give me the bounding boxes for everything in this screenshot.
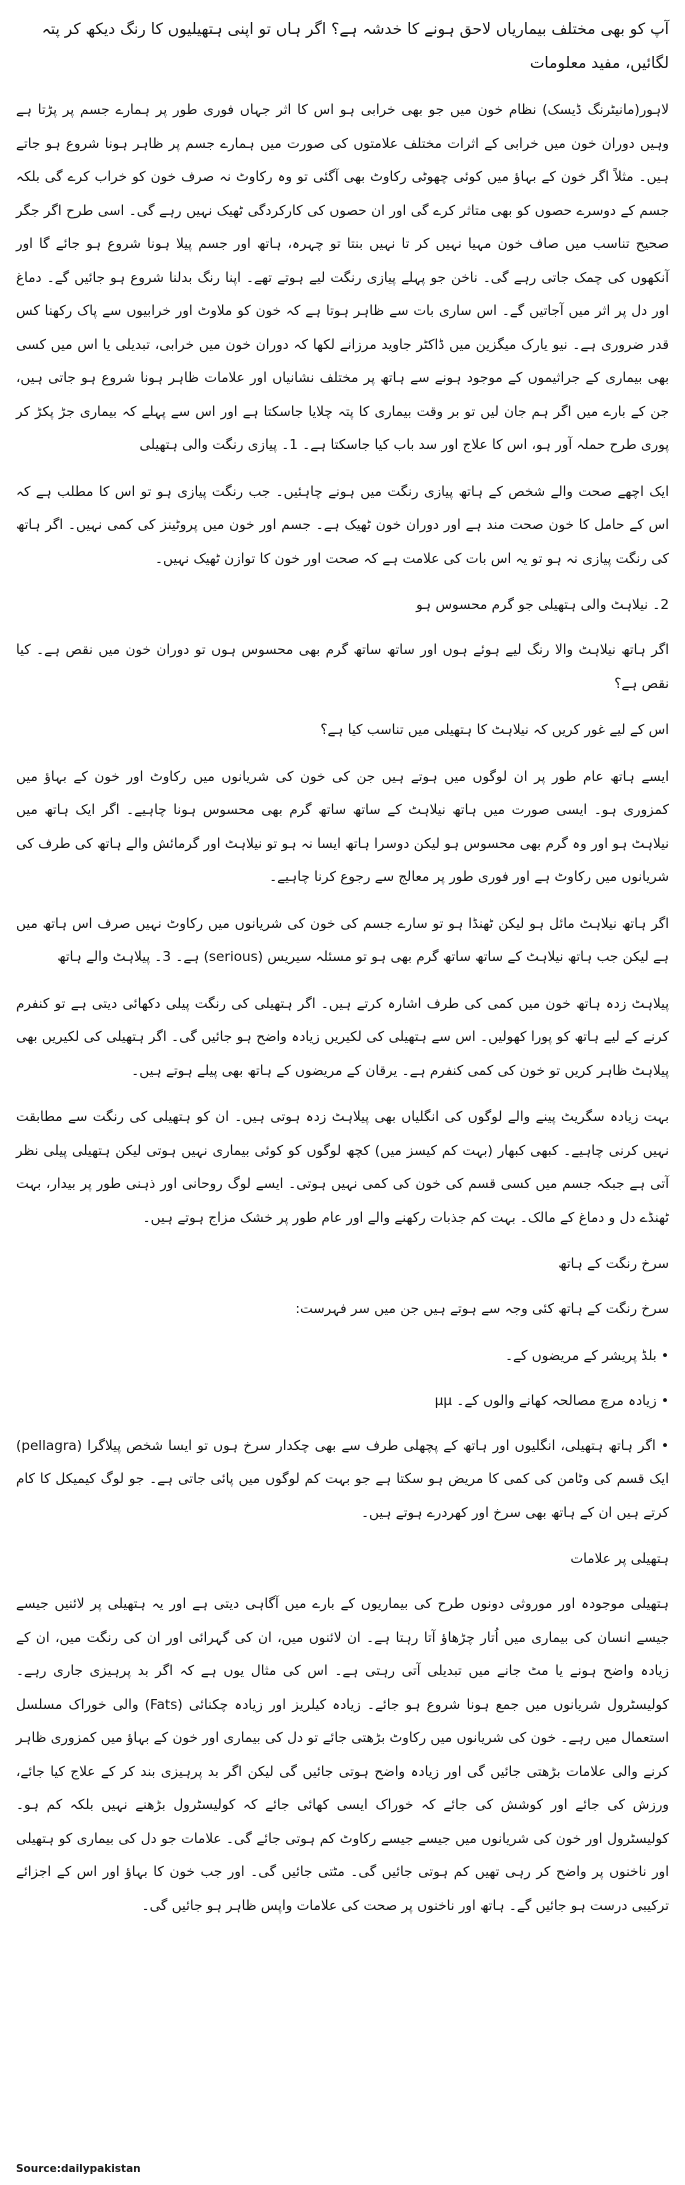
red-palm-intro: سرخ رنگت کے ہاتھ کئی وجہ سے ہوتے ہیں جن میں سر فہرست: — [295, 1301, 669, 1317]
bullet-spicy-food-text: • زیادہ مرچ مصالحہ کھانے والوں کے۔ — [456, 1392, 669, 1409]
bluish-ratio-question: اس کے لیے غور کریں کہ نیلاہٹ کا ہتھیلی میں تناسب کیا ہے؟ — [320, 722, 669, 738]
section-heading-bluish-palm: 2۔ نیلاہٹ والی ہتھیلی جو گرم محسوس ہو — [416, 597, 669, 613]
bullet-blood-pressure: • بلڈ پریشر کے مریضوں کے۔ — [505, 1347, 669, 1364]
article-title: آپ کو بھی مختلف بیماریاں لاحق ہونے کا خدشہ ہے؟ اگر ہاں تو اپنی ہتھیلیوں کا رنگ دیکھ کر پتہ لگائیں، مفید معلومات — [41, 20, 669, 72]
bluish-cold-palm-paragraph: اگر ہاتھ نیلاہٹ مائل ہو لیکن ٹھنڈا ہو تو سارے جسم کی خون کی شریانوں میں رکاوٹ نہیں صرف اس ہاتھ میں ہے لیکن جب ہاتھ نیلاہٹ کے ساتھ ساتھ گرم بھی ہو تو مسئلہ سیریس (serious) ہے۔ 3۔ پیلاہٹ والے ہاتھ — [16, 915, 669, 965]
source-credit: Source:dailypakistan — [16, 2163, 141, 2175]
smokers-palm-paragraph: بہت زیادہ سگریٹ پینے والے لوگوں کی انگلیاں بھی پیلاہٹ زدہ ہوتی ہیں۔ ان کو ہتھیلی کی رنگت سے مطابقت نہیں کرنی چاہیے۔ کبھی کبھار (بہت کم کیسز میں) کچھ لوگوں کو کوئی بیماری نہیں ہوتی لیکن ہتھیلی پیلی نظر آتی ہے جبکہ جسم میں کسی قسم کی خون کی کمی نہیں ہوتی۔ ایسے لوگ روحانی اور ذہنی طور پر بیدار، بہت ٹھنڈے دل و دماغ کے مالک۔ بہت کم جذبات رکھنے والے اور عام طور پر خشک مزاج ہوتے ہیں۔ — [16, 1109, 669, 1226]
bluish-palm-paragraph: اگر ہاتھ نیلاہٹ والا رنگ لیے ہوئے ہوں اور ساتھ ساتھ گرم بھی محسوس ہوں تو دوران خون میں نقص ہے۔ کیا نقص ہے؟ — [16, 642, 669, 692]
yellow-palm-paragraph: پیلاہٹ زدہ ہاتھ خون میں کمی کی طرف اشارہ کرتے ہیں۔ اگر ہتھیلی کی رنگت پیلی دکھائی دیتی ہے تو کنفرم کرنے کے لیے ہاتھ کو پورا کھولیں۔ اس سے ہتھیلی کی لکیریں زیادہ واضح ہو جائیں گی۔ اگر ہتھیلی کی لکیریں بھی پیلاہٹ ظاہر کریں تو خون کی کمی کنفرم ہے۔ یرقان کے مریضوں کے ہاتھ بھی پیلے ہوتے ہیں۔ — [16, 995, 669, 1079]
bluish-palm-detail-paragraph: ایسے ہاتھ عام طور پر ان لوگوں میں ہوتے ہیں جن کی خون کی شریانوں میں رکاوٹ اور خون کے بہاؤ میں کمزوری ہو۔ ایسی صورت میں ہاتھ نیلاہٹ کے ساتھ ساتھ گرم بھی محسوس ہونا چاہیے۔ اگر ایک ہاتھ میں نیلاہٹ ہو اور وہ گرم بھی محسوس ہو لیکن دوسرا ہاتھ ایسا نہ ہو تو نیلاہٹ اور گرمائش والے ہاتھ کی طرف کی شریانوں میں رکاوٹ ہے اور فوری طور پر معالج سے رجوع کرنا چاہیے۔ — [16, 768, 669, 885]
intro-paragraph: لاہور(مانیٹرنگ ڈیسک) نظام خون میں جو بھی خرابی ہو اس کا اثر جہاں فوری طور پر ہمارے جسم پر پڑتا ہے وہیں دوران خون میں خرابی کے اثرات مختلف علامتوں کی صورت میں ہمارے جسم پر ظاہر ہونا شروع ہو جاتے ہیں۔ مثلاً اگر خون کے بہاؤ میں کوئی چھوٹی رکاوٹ بھی آگئی تو وہ رکاوٹ نہ صرف خون کو خراب کرے گی بلکہ جسم کے دوسرے حصوں کو بھی متاثر کرے گی اور ان حصوں کی کارکردگی ٹھیک نہیں رہے گی۔ اسی طرح اگر جگر صحیح تناسب میں صاف خون مہیا نہیں کر تا نہیں بنتا تو چہرہ، ہاتھ اور جسم پیلا ہونا شروع ہو جائے گا اور آنکھوں کی چمک جاتی رہے گی۔ ناخن جو پہلے پیازی رنگت لیے ہوتے تھے۔ اپنا رنگ بدلنا شروع ہو جائیں گے۔ دماغ اور دل پر اثر میں آجاتیں گے۔ اس ساری بات سے ظاہر ہوتا ہے کہ خون کو ملاوٹ اور خرابیوں سے پاک رکھنا کس قدر ضروری ہے۔ نیو یارک میگزین میں ڈاکٹر جاوید مرزانے لکھا کہ دوران خون میں خرابی، تبدیلی یا اس میں کسی بھی بیماری کے جراثیموں کے موجود ہونے سے ہاتھ پر مختلف نشانیاں اور علامات ظاہر ہونا شروع ہو جاتی ہیں، جن کے بارے میں اگر ہم جان لیں تو بر وقت بیماری کا پتہ چلایا جاسکتا ہے اور اس سے پہلے کہ بیماری جڑ پکڑ کر پوری طرح حملہ آور ہو، اس کا علاج اور سد باب کیا جاسکتا ہے۔ 1۔ پیازی رنگت والی ہتھیلی — [16, 102, 669, 453]
section-heading-red-palm: سرخ رنگت کے ہاتھ — [558, 1256, 669, 1272]
pellagra-paragraph: • اگر ہاتھ ہتھیلی، انگلیوں اور ہاتھ کے پچھلی طرف سے بھی چکدار سرخ ہوں تو ایسا شخص پیلاگرا (pellagra) ایک قسم کی وٹامن کی کمی کا مریض ہو سکتا ہے جو بہت کم لوگوں میں پائی جاتی ہے۔ جو لوگ کیمیکل کا کام کرتے ہیں ان کے ہاتھ بھی سرخ اور کھردرے ہوتے ہیں۔ — [16, 1437, 669, 1521]
section-heading-palm-signs: ہتھیلی پر علامات — [570, 1551, 669, 1567]
stray-mark: µµ — [434, 1392, 453, 1409]
pink-palm-paragraph: ایک اچھے صحت والے شخص کے ہاتھ پیازی رنگت میں ہونے چاہئیں۔ جب رنگت پیازی ہو تو اس کا مطلب ہے کہ اس کے حامل کا خون صحت مند ہے اور دوران خون ٹھیک ہے۔ جسم اور خون میں پروٹینز کی کمی نہیں۔ اگر ہاتھ کی رنگت پیازی نہ ہو تو یہ اس بات کی علامت ہے کہ صحت اور خون کا توازن ٹھیک نہیں۔ — [16, 483, 669, 567]
bullet-spicy-food — [16, 1385, 669, 1418]
palm-signs-paragraph: ہتھیلی موجودہ اور موروثی دونوں طرح کی بیماریوں کے بارے میں آگاہی دیتی ہے اور یہ ہتھیلی پر لائنیں جیسے جیسے انسان کی بیماری میں اُتار چڑھاؤ آتا رہتا ہے۔ ان لائنوں میں، ان کی گہرائی اور ان کی رنگت میں، ان کے زیادہ واضح ہونے یا مٹ جانے میں تبدیلی آتی رہتی ہے۔ اس کی مثال یوں ہے کہ اگر بد پرہیزی جاری رہے۔ کولیسٹرول شریانوں میں جمع ہونا شروع ہو جائے۔ زیادہ کیلریز اور زیادہ چکنائی (Fats) والی خوراک مسلسل استعمال میں رہے۔ خون کی شریانوں میں رکاوٹ بڑھتی جائے تو دل کی بیماری اور خون کے بہاؤ میں کمزوری ظاہر کرنے والی علامات بڑھتی جائیں گی اور زیادہ واضح ہوتی جائیں گی لیکن اگر بد پرہیزی بند کر کے علاج کیا جائے، ورزش کی جائے اور کوشش کی جائے کہ خوراک ایسی کھائی جائے کہ کولیسٹرول بڑھنے نہیں بلکہ کم ہو۔ کولیسٹرول اور خون کی شریانوں میں جیسے جیسے رکاوٹ کم ہوتی جائے گی۔ علامات جو دل کی بیماری کو ہتھیلی اور ناخنوں پر واضح کر رہی تھیں کم ہوتی جائیں گی۔ مٹتی جائیں گی۔ اور جب خون کا بہاؤ اور اس کے اجزائے ترکیبی درست ہو جائیں گے۔ ہاتھ اور ناخنوں پر صحت کی علامات واپس ظاہر ہو جائیں گی۔ — [16, 1596, 669, 1914]
